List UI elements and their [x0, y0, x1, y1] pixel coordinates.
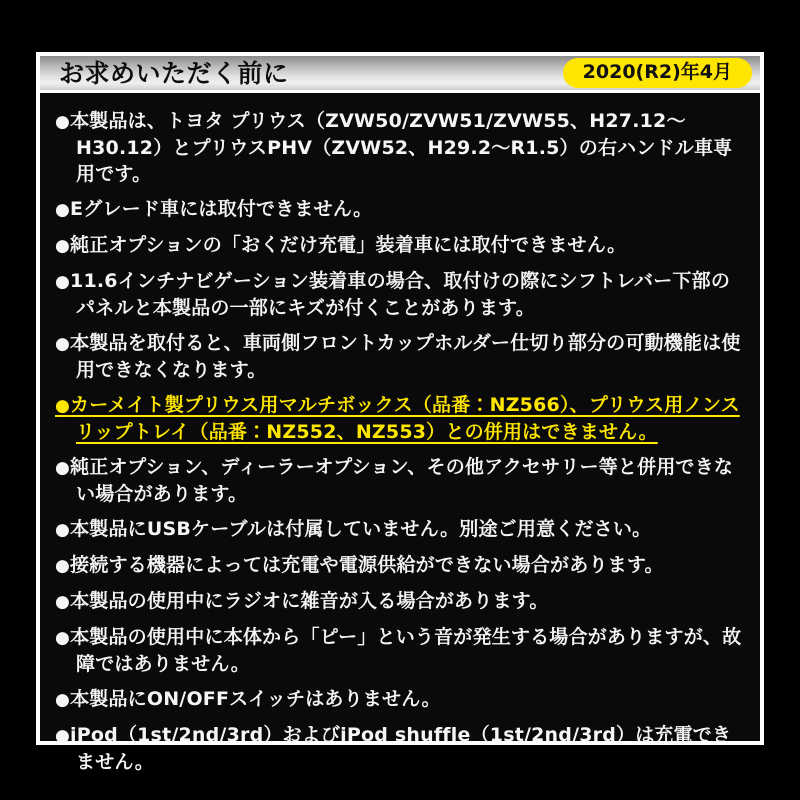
notice-panel [36, 52, 764, 773]
notice-text: iPod（1st/2nd/3rd）およびiPod shuffle（1st/2nd/3rd）は充電できません。 [70, 724, 732, 773]
date-badge: 2020(R2)年4月 [563, 58, 752, 88]
notice-item [55, 268, 746, 321]
notice-item-highlighted [55, 392, 746, 445]
bullet-icon: ● [55, 592, 71, 612]
notice-text: 純正オプション、ディーラーオプション、その他アクセサリー等と併用できない場合があります。 [70, 456, 734, 505]
notice-text: カーメイト製プリウス用マルチボックス（品番：NZ566）、プリウス用ノンスリップトレイ（品番：NZ552、NZ553）との併用はできません。 [70, 394, 740, 443]
notice-item [55, 454, 746, 507]
bullet-icon: ● [55, 458, 71, 478]
notice-text: 本製品にON/OFFスイッチはありません。 [70, 688, 441, 710]
notice-item [55, 516, 746, 543]
notice-text: 本製品の使用中に本体から「ピー」という音が発生する場合がありますが、故障ではありません。 [70, 626, 742, 675]
notice-text: 本製品を取付ると、車両側フロントカップホルダー仕切り部分の可動機能は使用できなくなります。 [70, 332, 741, 381]
notice-text: 本製品にUSBケーブルは付属していません。別途ご用意ください。 [70, 518, 652, 540]
notice-item [55, 552, 746, 579]
notice-item [55, 108, 746, 187]
bullet-icon: ● [55, 726, 71, 746]
bullet-icon: ● [55, 396, 71, 416]
notice-text: 本製品は、トヨタ プリウス（ZVW50/ZVW51/ZVW55、H27.12～H30.12）とプリウスPHV（ZVW52、H29.2～R1.5）の右ハンドル車専用です。 [70, 110, 733, 185]
panel-header [40, 56, 760, 93]
bullet-icon: ● [55, 334, 71, 354]
bullet-icon: ● [55, 112, 71, 132]
notice-text: 本製品の使用中にラジオに雑音が入る場合があります。 [70, 590, 549, 612]
bullet-icon: ● [55, 272, 71, 292]
notice-item [55, 624, 746, 677]
notice-text: 11.6インチナビゲーション装着車の場合、取付けの際にシフトレバー下部のパネルと本製品の一部にキズが付くことがあります。 [70, 270, 731, 319]
notice-text: Eグレード車には取付できません。 [70, 198, 373, 220]
notice-list [40, 93, 760, 775]
notice-item [55, 722, 746, 775]
bullet-icon: ● [55, 236, 71, 256]
notice-text: 接続する機器によっては充電や電源供給ができない場合があります。 [70, 554, 664, 576]
bullet-icon: ● [55, 520, 71, 540]
notice-item [55, 330, 746, 383]
bullet-icon: ● [55, 200, 71, 220]
page-title: お求めいただく前に [59, 58, 289, 88]
bullet-icon: ● [55, 628, 71, 648]
notice-item [55, 232, 746, 259]
bullet-icon: ● [55, 556, 71, 576]
notice-item [55, 686, 746, 713]
notice-item [55, 196, 746, 223]
notice-item [55, 588, 746, 615]
bullet-icon: ● [55, 690, 71, 710]
notice-text: 純正オプションの「おくだけ充電」装着車には取付できません。 [70, 234, 627, 256]
